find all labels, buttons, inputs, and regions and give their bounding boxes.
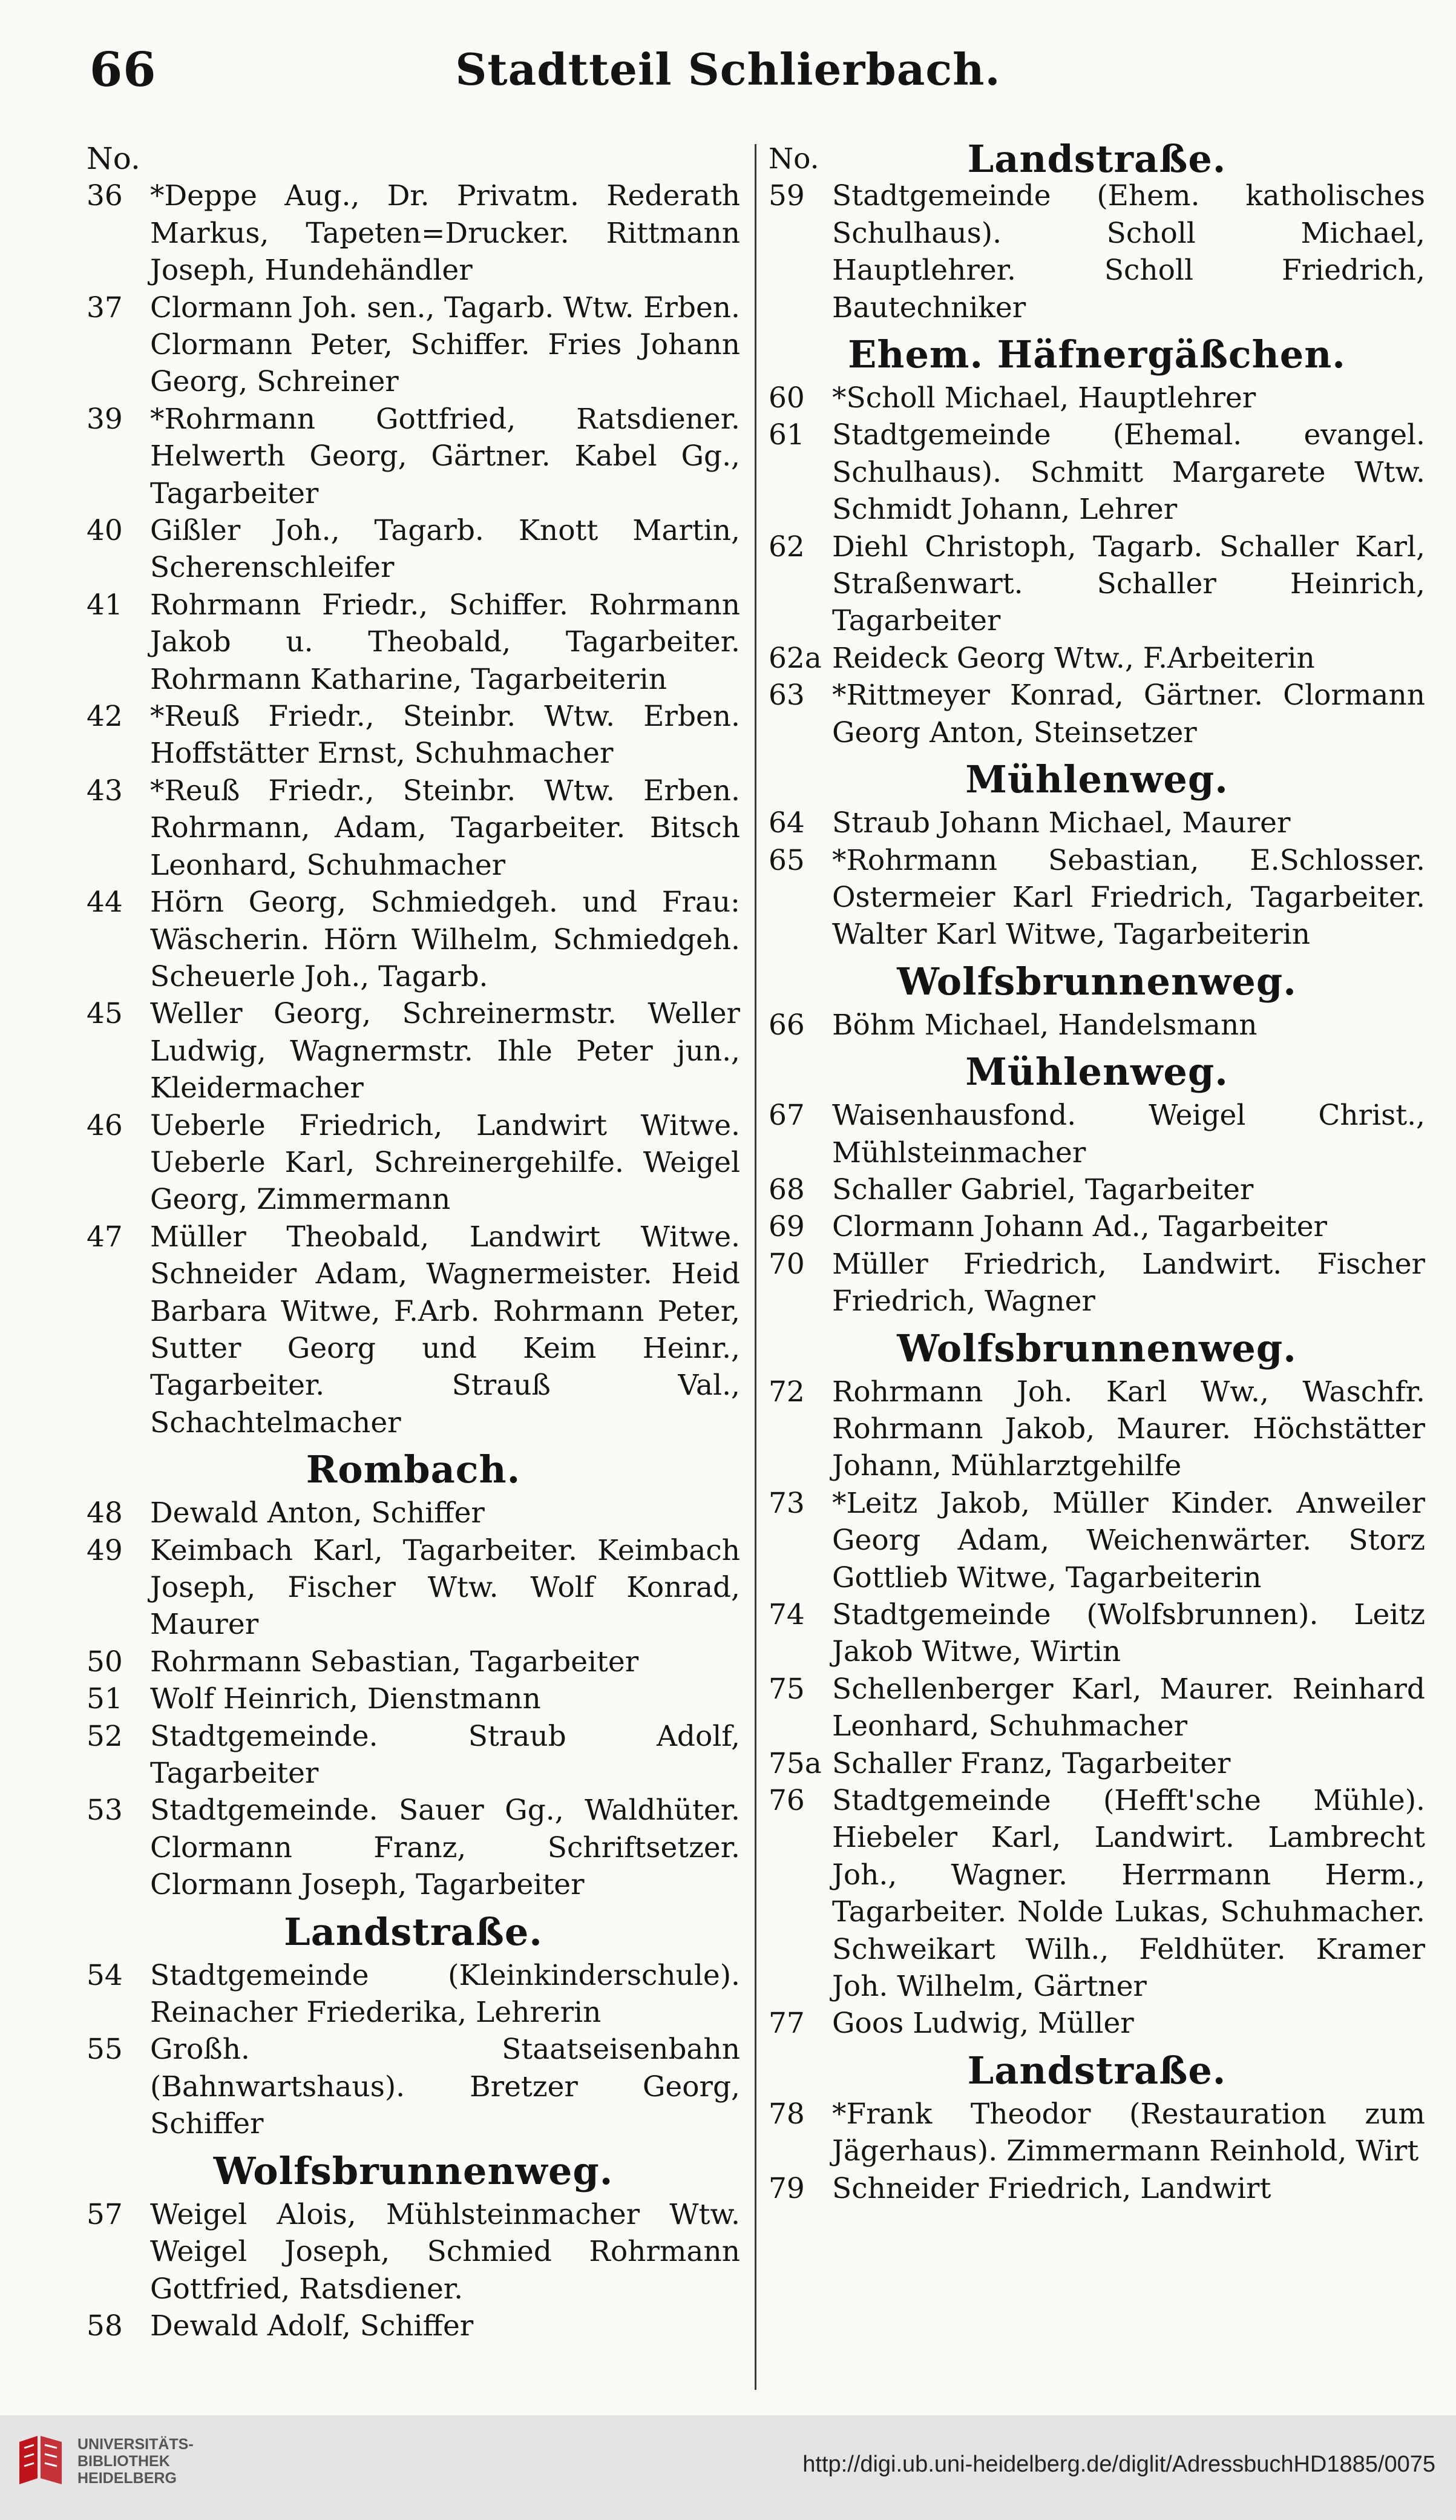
resident-text: Waisenhausfond. Weigel Christ., Mühlsteinmacher	[832, 1099, 1425, 1170]
resident-text: *Rohrmann Sebastian, E.Schlosser. Ostermeier Karl Friedrich, Tagarbeiter. Walter Karl Witwe, Tagarbeiterin	[832, 843, 1425, 952]
number-column-header: No.	[769, 142, 819, 176]
resident-text: Stadtgemeinde (Ehem. katholisches Schulhaus). Scholl Michael, Hauptlehrer. Scholl Friedrich, Bautechniker	[832, 179, 1425, 324]
address-entry	[769, 2005, 1425, 2042]
resident-text: Weller Georg, Schreinermstr. Weller Ludwig, Wagnermstr. Ihle Peter jun., Kleidermacher	[150, 997, 740, 1105]
resident-text: Clormann Joh. sen., Tagarb. Wtw. Erben. Clormann Peter, Schiffer. Fries Johann Georg, Schreiner	[150, 291, 740, 399]
house-number: 69	[769, 1210, 805, 1244]
house-number: 43	[87, 774, 123, 808]
address-entry	[769, 1208, 1425, 1245]
house-number: 52	[87, 1719, 123, 1753]
resident-text: Schaller Franz, Tagarbeiter	[832, 1746, 1231, 1780]
address-entry	[87, 512, 740, 587]
library-name	[77, 2436, 194, 2487]
library-name-line: BIBLIOTHEK	[77, 2453, 170, 2470]
section-heading: Mühlenweg.	[965, 757, 1228, 802]
house-number: 75a	[769, 1746, 822, 1780]
resident-text: Wolf Heinrich, Dienstmann	[150, 1682, 541, 1716]
address-entry	[769, 1171, 1425, 1208]
resident-text: Rohrmann Sebastian, Tagarbeiter	[150, 1645, 639, 1679]
address-entry	[87, 2308, 740, 2344]
address-entry	[769, 1097, 1425, 1171]
house-number: 68	[769, 1173, 805, 1206]
resident-text: Müller Theobald, Landwirt Witwe. Schneider Adam, Wagnermeister. Heid Barbara Witwe, F.Arb. Rohrmann Peter, Sutter Georg und Keim Heinr., Tagarbeiter. Strauß Val., Schachtelmacher	[150, 1220, 740, 1439]
address-entry	[87, 2196, 740, 2308]
address-entry	[87, 698, 740, 772]
address-entry	[87, 401, 740, 512]
resident-text: Dewald Adolf, Schiffer	[150, 2309, 474, 2343]
house-number: 55	[87, 2033, 123, 2067]
address-entry	[87, 884, 740, 995]
address-entry	[87, 1643, 740, 1680]
address-entry	[87, 2031, 740, 2142]
section-heading: Ehem. Häfnergäßchen.	[848, 332, 1346, 377]
address-entry	[87, 177, 740, 289]
resident-text: Schaller Gabriel, Tagarbeiter	[832, 1173, 1254, 1206]
resident-text: *Leitz Jakob, Müller Kinder. Anweiler Georg Adam, Weichenwärter. Storz Gottlieb Witwe, Tagarbeiterin	[832, 1486, 1425, 1594]
address-entry	[769, 677, 1425, 751]
house-number: 42	[87, 700, 123, 734]
house-number: 44	[87, 886, 123, 920]
house-number: 65	[769, 843, 805, 877]
resident-text: *Scholl Michael, Hauptlehrer	[832, 381, 1256, 415]
house-number: 64	[769, 806, 805, 840]
house-number: 41	[87, 588, 123, 622]
address-entry	[769, 380, 1425, 416]
house-number: 79	[769, 2171, 805, 2205]
resident-text: Rohrmann Friedr., Schiffer. Rohrmann Jakob u. Theobald, Tagarbeiter. Rohrmann Katharine, Tagarbeiterin	[150, 588, 740, 696]
page-header	[0, 0, 1456, 139]
address-entry	[769, 1007, 1425, 1044]
number-column-header: No.	[87, 141, 140, 176]
resident-text: *Rittmeyer Konrad, Gärtner. Clormann Georg Anton, Steinsetzer	[832, 679, 1425, 749]
resident-text: Stadtgemeinde. Sauer Gg., Waldhüter. Clormann Franz, Schriftsetzer. Clormann Joseph, Tagarbeiter	[150, 1794, 740, 1902]
house-number: 57	[87, 2197, 123, 2231]
address-entry	[769, 528, 1425, 640]
address-entry	[769, 416, 1425, 528]
house-number: 58	[87, 2309, 123, 2343]
university-library-logo-icon	[13, 2430, 68, 2490]
house-number: 53	[87, 1794, 123, 1827]
resident-text: Reideck Georg Wtw., F.Arbeiterin	[832, 641, 1315, 675]
house-number: 72	[769, 1375, 805, 1409]
library-name-line: HEIDELBERG	[77, 2470, 177, 2487]
section-heading: Mühlenweg.	[965, 1050, 1228, 1094]
house-number: 78	[769, 2097, 805, 2131]
resident-text: *Reuß Friedr., Steinbr. Wtw. Erben. Rohrmann, Adam, Tagarbeiter. Bitsch Leonhard, Schuhmacher	[150, 774, 740, 882]
resident-text: Stadtgemeinde (Hefft'sche Mühle). Hiebeler Karl, Landwirt. Lambrecht Joh., Wagner. Herrmann Herm., Tagarbeiter. Nolde Lukas, Schuhmacher. Schweikart Wilh., Feldhüter. Kramer Joh. Wilhelm, Gärtner	[832, 1784, 1425, 2004]
house-number: 61	[769, 418, 805, 452]
address-entry	[769, 2170, 1425, 2207]
resident-text: Stadtgemeinde (Wolfsbrunnen). Leitz Jakob Witwe, Wirtin	[832, 1598, 1425, 1669]
house-number: 77	[769, 2007, 805, 2041]
section-heading: Wolfsbrunnenweg.	[213, 2148, 614, 2193]
page-title: Stadtteil Schlierbach.	[455, 44, 1001, 95]
address-entry	[87, 1532, 740, 1643]
house-number: 63	[769, 679, 805, 712]
resident-text: Diehl Christoph, Tagarb. Schaller Karl, Straßenwart. Schaller Heinrich, Tagarbeiter	[832, 530, 1425, 638]
house-number: 70	[769, 1247, 805, 1281]
resident-text: Straub Johann Michael, Maurer	[832, 806, 1291, 840]
house-number: 73	[769, 1486, 805, 1520]
house-number: 48	[87, 1496, 123, 1530]
resident-text: *Rohrmann Gottfried, Ratsdiener. Helwerth Georg, Gärtner. Kabel Gg., Tagarbeiter	[150, 402, 740, 510]
address-entry	[87, 587, 740, 698]
house-number: 47	[87, 1220, 123, 1254]
address-entry	[769, 804, 1425, 841]
resident-text: *Frank Theodor (Restauration zum Jägerhaus). Zimmermann Reinhold, Wirt	[832, 2097, 1425, 2168]
address-entry	[87, 772, 740, 884]
resident-text: Ueberle Friedrich, Landwirt Witwe. Ueberle Karl, Schreinergehilfe. Weigel Georg, Zimmermann	[150, 1108, 740, 1217]
resident-text: Gißler Joh., Tagarb. Knott Martin, Scherenschleifer	[150, 514, 740, 585]
house-number: 62	[769, 530, 805, 564]
address-entry	[769, 842, 1425, 953]
address-entry	[769, 1745, 1425, 1782]
address-entry	[769, 1373, 1425, 1485]
resident-text: Schellenberger Karl, Maurer. Reinhard Leonhard, Schuhmacher	[832, 1672, 1425, 1743]
address-entry	[769, 1596, 1425, 1671]
resident-text: Hörn Georg, Schmiedgeh. und Frau: Wäscherin. Hörn Wilhelm, Schmiedgeh. Scheuerle Joh., Tagarb.	[150, 886, 740, 993]
house-number: 76	[769, 1784, 805, 1818]
address-entry	[87, 1219, 740, 1441]
address-entry	[769, 1671, 1425, 1745]
section-heading: Landstraße.	[967, 137, 1227, 181]
resident-text: Keimbach Karl, Tagarbeiter. Keimbach Joseph, Fischer Wtw. Wolf Konrad, Maurer	[150, 1533, 740, 1642]
house-number: 45	[87, 997, 123, 1031]
house-number: 74	[769, 1598, 805, 1631]
library-name-line: UNIVERSITÄTS-	[77, 2436, 194, 2453]
address-entry	[87, 1680, 740, 1717]
right-column-top-row	[769, 137, 1425, 181]
house-number: 37	[87, 291, 123, 324]
house-number: 50	[87, 1645, 123, 1679]
house-number: 51	[87, 1682, 123, 1716]
resident-text: Schneider Friedrich, Landwirt	[832, 2171, 1271, 2205]
resident-text: Weigel Alois, Mühlsteinmacher Wtw. Weigel Joseph, Schmied Rohrmann Gottfried, Ratsdiener.	[150, 2197, 740, 2306]
resident-text: Böhm Michael, Handelsmann	[832, 1008, 1258, 1042]
house-number: 66	[769, 1008, 805, 1042]
house-number: 54	[87, 1958, 123, 1992]
address-entry	[87, 995, 740, 1107]
section-heading: Wolfsbrunnenweg.	[897, 959, 1297, 1004]
address-entry	[87, 289, 740, 401]
section-heading: Landstraße.	[284, 1909, 543, 1954]
address-entry	[769, 1246, 1425, 1320]
house-number: 39	[87, 402, 123, 436]
source-url-link[interactable]: http://digi.ub.uni-heidelberg.de/diglit/AdressbuchHD1885/0075	[802, 2452, 1435, 2477]
house-number: 59	[769, 179, 805, 213]
resident-text: Müller Friedrich, Landwirt. Fischer Friedrich, Wagner	[832, 1247, 1425, 1318]
resident-text: Clormann Johann Ad., Tagarbeiter	[832, 1210, 1327, 1244]
house-number: 49	[87, 1533, 123, 1567]
house-number: 60	[769, 381, 805, 415]
footer-bar	[0, 2415, 1456, 2520]
house-number: 36	[87, 179, 123, 213]
section-heading: Rombach.	[306, 1447, 521, 1492]
left-column	[87, 140, 740, 2344]
right-column	[769, 137, 1425, 2207]
house-number: 67	[769, 1099, 805, 1133]
address-entry	[769, 1782, 1425, 2005]
resident-text: Stadtgemeinde (Kleinkinderschule). Reinacher Friederika, Lehrerin	[150, 1958, 740, 2030]
address-entry	[87, 1792, 740, 1903]
house-number: 75	[769, 1672, 805, 1706]
section-heading: Landstraße.	[967, 2048, 1227, 2093]
page-number: 66	[90, 42, 157, 97]
address-entry	[87, 1957, 740, 2031]
address-entry	[87, 1718, 740, 1792]
section-heading: Wolfsbrunnenweg.	[897, 1326, 1297, 1370]
resident-text: Goos Ludwig, Müller	[832, 2007, 1134, 2041]
resident-text: *Reuß Friedr., Steinbr. Wtw. Erben. Hoffstätter Ernst, Schuhmacher	[150, 700, 740, 771]
house-number: 46	[87, 1108, 123, 1142]
resident-text: Stadtgemeinde (Ehemal. evangel. Schulhaus). Schmitt Margarete Wtw. Schmidt Johann, Lehrer	[832, 418, 1425, 527]
resident-text: Rohrmann Joh. Karl Ww., Waschfr. Rohrmann Jakob, Maurer. Höchstätter Johann, Mühlarztgehilfe	[832, 1375, 1425, 1483]
address-entry	[769, 1485, 1425, 1596]
address-entry	[769, 2096, 1425, 2170]
column-divider	[755, 144, 756, 2390]
address-entry	[87, 1107, 740, 1219]
address-entry	[87, 1495, 740, 1531]
resident-text: Großh. Staatseisenbahn (Bahnwartshaus). Bretzer Georg, Schiffer	[150, 2033, 740, 2141]
resident-text: *Deppe Aug., Dr. Privatm. Rederath Markus, Tapeten=Drucker. Rittmann Joseph, Hundehändler	[150, 179, 740, 288]
address-entry	[769, 177, 1425, 326]
resident-text: Dewald Anton, Schiffer	[150, 1496, 485, 1530]
house-number: 62a	[769, 641, 822, 675]
house-number: 40	[87, 514, 123, 548]
address-entry	[769, 640, 1425, 677]
resident-text: Stadtgemeinde. Straub Adolf, Tagarbeiter	[150, 1719, 740, 1791]
